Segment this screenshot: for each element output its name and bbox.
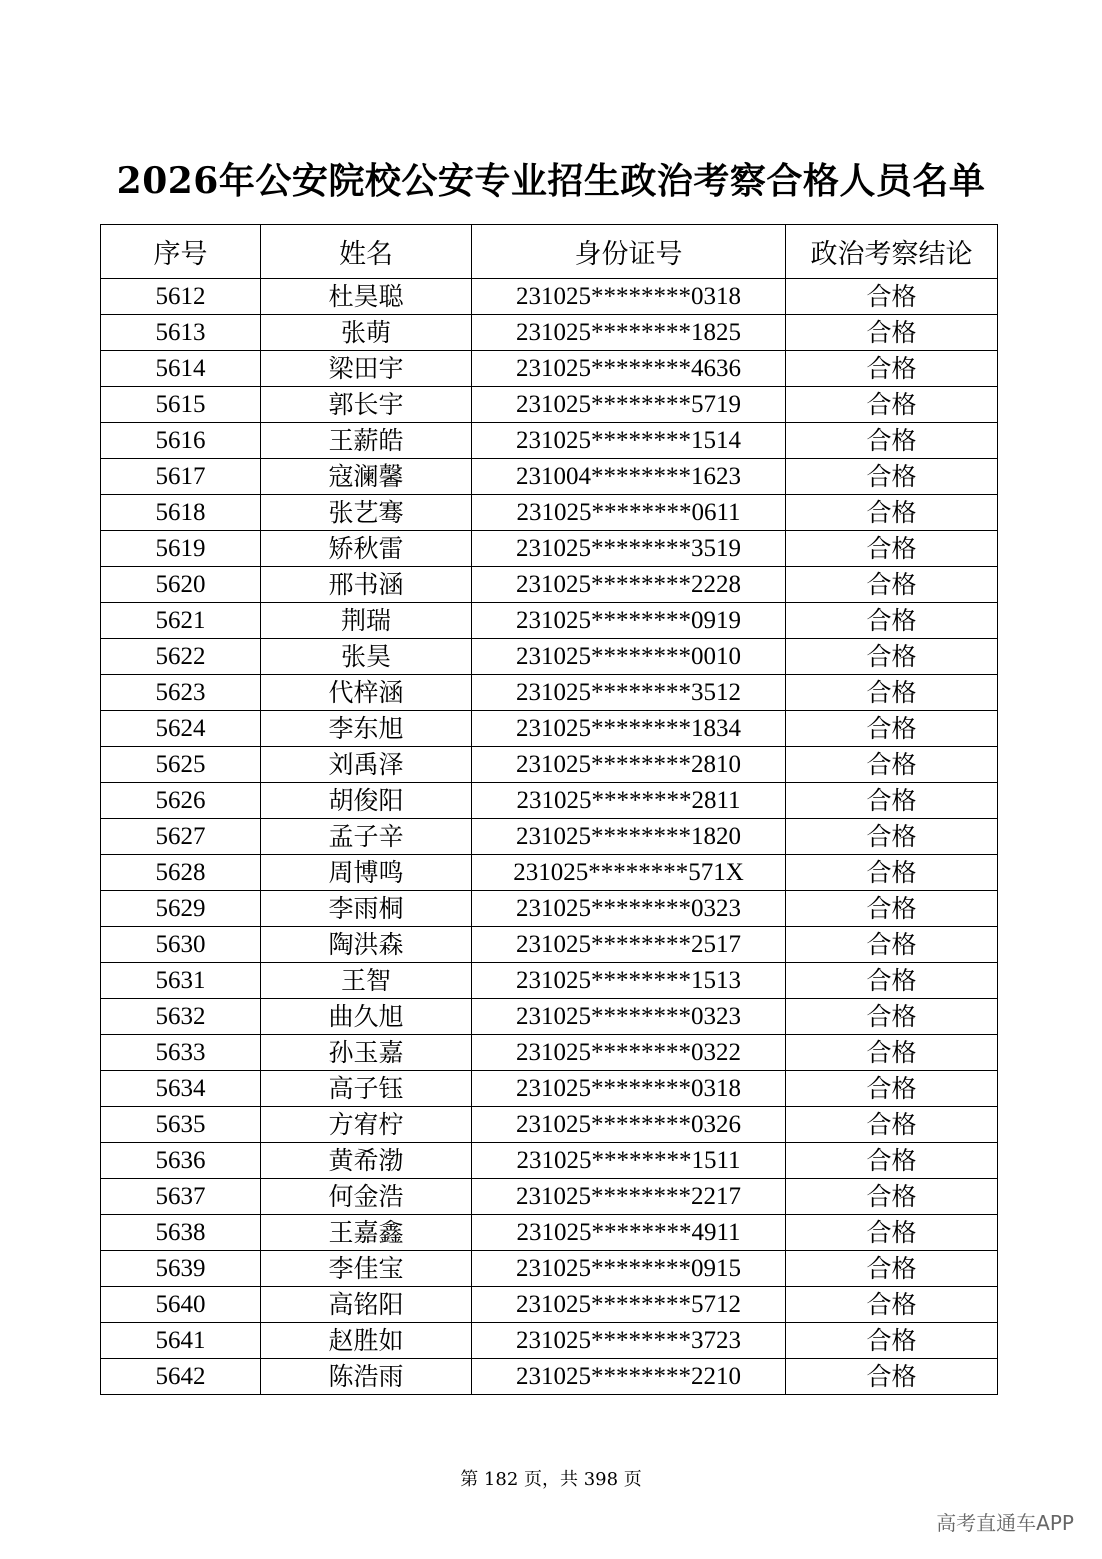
table-row [101, 1251, 998, 1287]
table-row [101, 855, 998, 891]
cell-seq: 5626 [101, 783, 261, 819]
cell-id-number: 231025********2217 [472, 1179, 786, 1215]
cell-name: 黄希渤 [261, 1143, 472, 1179]
table-header-row [101, 225, 998, 279]
cell-result: 合格 [786, 423, 998, 459]
cell-id-number: 231025********1511 [472, 1143, 786, 1179]
cell-name: 张艺骞 [261, 495, 472, 531]
cell-seq: 5612 [101, 279, 261, 315]
cell-result: 合格 [786, 495, 998, 531]
table-row [101, 639, 998, 675]
cell-name: 邢书涵 [261, 567, 472, 603]
table-row [101, 1143, 998, 1179]
cell-name: 刘禹泽 [261, 747, 472, 783]
table-row [101, 279, 998, 315]
cell-seq: 5638 [101, 1215, 261, 1251]
cell-seq: 5620 [101, 567, 261, 603]
cell-result: 合格 [786, 351, 998, 387]
table-row [101, 531, 998, 567]
cell-id-number: 231025********3519 [472, 531, 786, 567]
cell-id-number: 231025********1820 [472, 819, 786, 855]
cell-name: 陈浩雨 [261, 1359, 472, 1395]
header-name: 姓名 [261, 225, 472, 279]
cell-name: 周博鸣 [261, 855, 472, 891]
cell-id-number: 231025********5719 [472, 387, 786, 423]
cell-id-number: 231025********3512 [472, 675, 786, 711]
cell-id-number: 231025********1513 [472, 963, 786, 999]
cell-name: 赵胜如 [261, 1323, 472, 1359]
cell-name: 寇澜馨 [261, 459, 472, 495]
cell-id-number: 231025********2810 [472, 747, 786, 783]
cell-result: 合格 [786, 1287, 998, 1323]
table-row [101, 927, 998, 963]
table-row [101, 1107, 998, 1143]
cell-name: 李东旭 [261, 711, 472, 747]
header-seq: 序号 [101, 225, 261, 279]
cell-seq: 5614 [101, 351, 261, 387]
cell-name: 杜昊聪 [261, 279, 472, 315]
table-row [101, 711, 998, 747]
table-row [101, 999, 998, 1035]
cell-result: 合格 [786, 855, 998, 891]
cell-result: 合格 [786, 783, 998, 819]
cell-name: 何金浩 [261, 1179, 472, 1215]
table-row [101, 315, 998, 351]
table-row [101, 675, 998, 711]
cell-name: 张萌 [261, 315, 472, 351]
cell-name: 郭长宇 [261, 387, 472, 423]
cell-id-number: 231025********0322 [472, 1035, 786, 1071]
cell-result: 合格 [786, 387, 998, 423]
cell-seq: 5642 [101, 1359, 261, 1395]
header-id-number: 身份证号 [472, 225, 786, 279]
table-row [101, 963, 998, 999]
cell-name: 梁田宇 [261, 351, 472, 387]
cell-result: 合格 [786, 639, 998, 675]
table-body [101, 279, 998, 1395]
cell-seq: 5618 [101, 495, 261, 531]
cell-id-number: 231025********1834 [472, 711, 786, 747]
cell-name: 张昊 [261, 639, 472, 675]
cell-seq: 5622 [101, 639, 261, 675]
cell-result: 合格 [786, 603, 998, 639]
cell-seq: 5640 [101, 1287, 261, 1323]
cell-name: 李佳宝 [261, 1251, 472, 1287]
cell-name: 孟子辛 [261, 819, 472, 855]
cell-id-number: 231025********2228 [472, 567, 786, 603]
table-row [101, 783, 998, 819]
cell-id-number: 231025********2811 [472, 783, 786, 819]
watermark: 高考直通车APP [936, 1511, 1074, 1535]
cell-result: 合格 [786, 999, 998, 1035]
table-row [101, 747, 998, 783]
table-row [101, 459, 998, 495]
cell-result: 合格 [786, 711, 998, 747]
cell-name: 高子钰 [261, 1071, 472, 1107]
cell-id-number: 231025********3723 [472, 1323, 786, 1359]
cell-id-number: 231025********1825 [472, 315, 786, 351]
cell-id-number: 231025********0323 [472, 891, 786, 927]
cell-name: 王智 [261, 963, 472, 999]
cell-name: 荆瑞 [261, 603, 472, 639]
cell-name: 代梓涵 [261, 675, 472, 711]
cell-seq: 5621 [101, 603, 261, 639]
cell-seq: 5636 [101, 1143, 261, 1179]
page-title: 2026年公安院校公安专业招生政治考察合格人员名单 [116, 160, 986, 202]
cell-result: 合格 [786, 1215, 998, 1251]
cell-result: 合格 [786, 891, 998, 927]
cell-id-number: 231025********2517 [472, 927, 786, 963]
roster-table [100, 224, 998, 1395]
cell-seq: 5616 [101, 423, 261, 459]
table-row [101, 423, 998, 459]
table-row [101, 891, 998, 927]
cell-result: 合格 [786, 963, 998, 999]
cell-id-number: 231025********0611 [472, 495, 786, 531]
cell-result: 合格 [786, 531, 998, 567]
cell-seq: 5615 [101, 387, 261, 423]
cell-name: 孙玉嘉 [261, 1035, 472, 1071]
cell-seq: 5631 [101, 963, 261, 999]
cell-seq: 5630 [101, 927, 261, 963]
table-row [101, 603, 998, 639]
cell-seq: 5629 [101, 891, 261, 927]
cell-id-number: 231025********4911 [472, 1215, 786, 1251]
cell-seq: 5632 [101, 999, 261, 1035]
cell-name: 高铭阳 [261, 1287, 472, 1323]
table-row [101, 1035, 998, 1071]
cell-result: 合格 [786, 459, 998, 495]
cell-name: 方宥柠 [261, 1107, 472, 1143]
cell-result: 合格 [786, 567, 998, 603]
cell-seq: 5628 [101, 855, 261, 891]
cell-result: 合格 [786, 747, 998, 783]
cell-seq: 5613 [101, 315, 261, 351]
cell-seq: 5623 [101, 675, 261, 711]
table-row [101, 1215, 998, 1251]
table-row [101, 1323, 998, 1359]
cell-seq: 5641 [101, 1323, 261, 1359]
cell-id-number: 231025********0915 [472, 1251, 786, 1287]
cell-id-number: 231025********0318 [472, 279, 786, 315]
cell-name: 王嘉鑫 [261, 1215, 472, 1251]
table-row [101, 819, 998, 855]
cell-id-number: 231004********1623 [472, 459, 786, 495]
cell-seq: 5619 [101, 531, 261, 567]
cell-result: 合格 [786, 1179, 998, 1215]
cell-id-number: 231025********0323 [472, 999, 786, 1035]
cell-result: 合格 [786, 927, 998, 963]
table-row [101, 1287, 998, 1323]
cell-result: 合格 [786, 315, 998, 351]
table-row [101, 1071, 998, 1107]
cell-name: 胡俊阳 [261, 783, 472, 819]
cell-result: 合格 [786, 279, 998, 315]
table-row [101, 387, 998, 423]
header-result: 政治考察结论 [786, 225, 998, 279]
cell-result: 合格 [786, 1071, 998, 1107]
cell-seq: 5633 [101, 1035, 261, 1071]
page-number: 第 182 页，共 398 页 [460, 1469, 642, 1490]
cell-id-number: 231025********0010 [472, 639, 786, 675]
cell-result: 合格 [786, 819, 998, 855]
table-row [101, 351, 998, 387]
cell-result: 合格 [786, 1035, 998, 1071]
table-row [101, 567, 998, 603]
cell-id-number: 231025********2210 [472, 1359, 786, 1395]
cell-seq: 5617 [101, 459, 261, 495]
cell-id-number: 231025********1514 [472, 423, 786, 459]
cell-id-number: 231025********0326 [472, 1107, 786, 1143]
cell-seq: 5637 [101, 1179, 261, 1215]
cell-name: 王薪皓 [261, 423, 472, 459]
cell-name: 李雨桐 [261, 891, 472, 927]
cell-result: 合格 [786, 1359, 998, 1395]
cell-id-number: 231025********0919 [472, 603, 786, 639]
cell-id-number: 231025********4636 [472, 351, 786, 387]
cell-result: 合格 [786, 1107, 998, 1143]
cell-result: 合格 [786, 1251, 998, 1287]
cell-id-number: 231025********0318 [472, 1071, 786, 1107]
cell-seq: 5634 [101, 1071, 261, 1107]
cell-name: 矫秋雷 [261, 531, 472, 567]
cell-name: 陶洪森 [261, 927, 472, 963]
cell-result: 合格 [786, 675, 998, 711]
cell-name: 曲久旭 [261, 999, 472, 1035]
cell-seq: 5624 [101, 711, 261, 747]
table-row [101, 1179, 998, 1215]
cell-seq: 5625 [101, 747, 261, 783]
cell-result: 合格 [786, 1323, 998, 1359]
table-row [101, 495, 998, 531]
cell-id-number: 231025********5712 [472, 1287, 786, 1323]
cell-id-number: 231025********571X [472, 855, 786, 891]
cell-seq: 5639 [101, 1251, 261, 1287]
cell-seq: 5627 [101, 819, 261, 855]
table-row [101, 1359, 998, 1395]
cell-seq: 5635 [101, 1107, 261, 1143]
cell-result: 合格 [786, 1143, 998, 1179]
